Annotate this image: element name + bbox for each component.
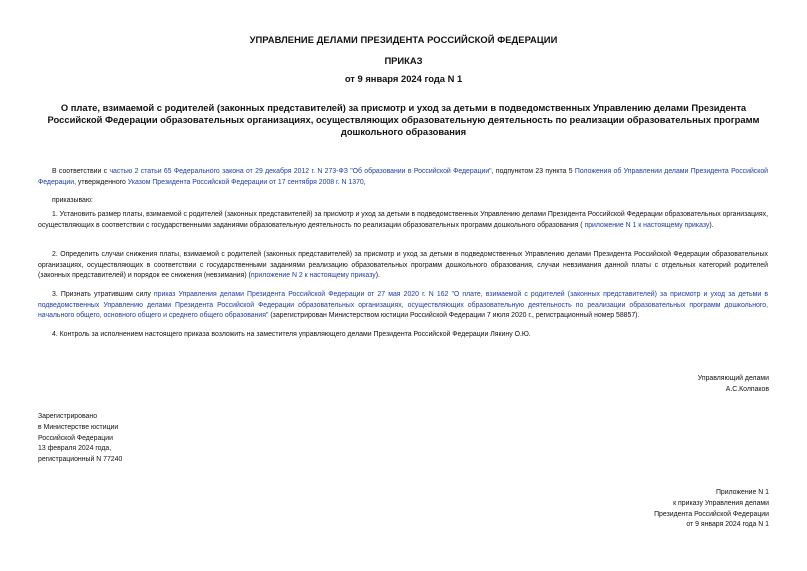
item-1-end: ). [709, 221, 714, 229]
preamble-text-1: В соответствии с [52, 168, 110, 175]
order-item-1 [38, 210, 768, 231]
orders-word-text: приказываю: [52, 197, 93, 204]
preamble-text-2: , подпунктом 23 пункта 5 [491, 168, 575, 175]
item-2-end: ). [375, 272, 380, 280]
registration-line-2: в Министерстве юстиции [38, 423, 119, 431]
item-1-text: 1. Установить размер платы, взимаемой с родителей (законных представителей) за присмотр и уход за детьми в подведомственных Управлению делами Президента Российской Федерации образовательных организациях, осуществляющих в соответствии с государственными заданиями образовательную деятельность по реализации образовательных программ дошкольного образования ( [38, 211, 768, 229]
registration-line-5: регистрационный N 77240 [38, 456, 123, 464]
order-162-link[interactable]: приказ Управления делами Президента Российской Федерации от 27 мая 2020 г. N 162 "О плате, взимаемой с родителей (законных представителей) за присмотр и уход за детьми в подведомственных Управлению делами Президента Российской Федерации образовательных организациях, осуществляющих образовательную деятельность по реализации образовательных программ дошкольного, начального общего, основного общего и среднего общего образования" [38, 291, 768, 320]
item-2-text: 2. Определить случаи снижения платы, взимаемой с родителей (законных представителей) за присмотр и уход за детьми в подведомственных Управлению делами Президента Российской Федерации образовательных организациях, осуществляющих в соответствии с государственными заданиями реализацию образовательных программ дошкольного образования, случаи невзимания данной платы с отдельных категорий родителей (законных представителей) и порядок ее снижения (невзимания) ( [38, 251, 768, 280]
appendix-2-link[interactable]: приложение N 2 к настоящему приказу [250, 272, 376, 280]
document-subject: О плате, взимаемой с родителей (законных представителей) за присмотр и уход за детьми в подведомственных Управлению делами Президента Российской Федерации образовательных организациях, осуществляющих образовательную деятельность по реализации образовательных программ дошкольного образования [47, 102, 760, 137]
signature-name: А.С.Колпаков [725, 386, 769, 393]
appendix-line-4: от 9 января 2024 года N 1 [686, 521, 769, 529]
order-item-4 [38, 330, 768, 341]
registration-line-4: 13 февраля 2024 года, [38, 445, 112, 453]
order-item-2 [38, 250, 768, 282]
appendix-line-2: к приказу Управления делами [673, 499, 769, 507]
law-273-link[interactable]: частью 2 статьи 65 Федерального закона от 29 декабря 2012 г. N 273-ФЗ "Об образовании в Российской Федерации" [109, 168, 492, 175]
registration-line-3: Российской Федерации [38, 434, 113, 442]
order-item-3 [38, 290, 768, 322]
decree-1370-link[interactable]: Указом Президента Российской Федерации от 17 сентября 2008 г. N 1370 [127, 178, 364, 186]
regulation-link[interactable]: Положения об Управлении делами Президента Российской Федерации [38, 168, 769, 186]
item-3-end: (зарегистрирован Министерством юстиции Российской Федерации 7 июля 2020 г., регистрационный номер 58857). [268, 312, 640, 320]
orders-word [38, 196, 768, 207]
item-3-text: 3. Признать утратившим силу [52, 291, 154, 298]
registration-line-1: Зарегистрировано [38, 413, 98, 420]
preamble-text-4: , [363, 178, 366, 186]
agency-title: УПРАВЛЕНИЕ ДЕЛАМИ ПРЕЗИДЕНТА РОССИЙСКОЙ ФЕДЕРАЦИИ [249, 34, 558, 45]
document-type: ПРИКАЗ [384, 55, 423, 66]
item-4-text: 4. Контроль за исполнением настоящего приказа возложить на заместителя управляющего делами Президента Российской Федерации Лякину О.Ю. [52, 331, 531, 338]
appendix-line-3: Президента Российской Федерации [654, 510, 769, 518]
signature-block [698, 373, 769, 395]
appendix-1-link[interactable]: приложение N 1 к настоящему приказу [582, 221, 710, 229]
appendix-line-1: Приложение N 1 [715, 489, 769, 496]
preamble-paragraph [38, 167, 768, 188]
signature-title: Управляющий делами [697, 375, 769, 382]
document-date-number: от 9 января 2024 года N 1 [344, 73, 463, 84]
appendix-header [654, 488, 769, 531]
registration-block [38, 412, 122, 466]
preamble-text-3: , утвержденного [74, 178, 128, 186]
